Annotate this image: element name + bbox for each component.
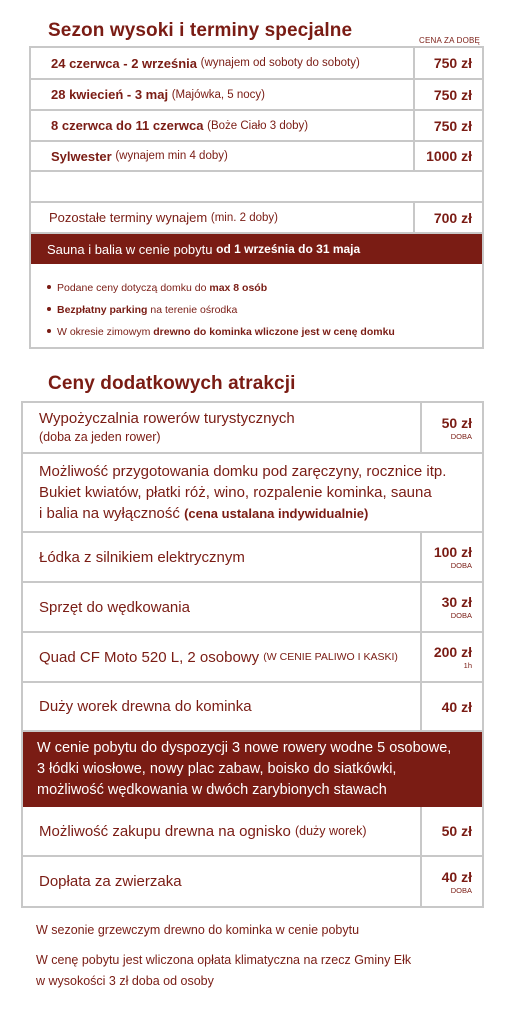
price-unit: DOBA [450, 561, 472, 570]
price-value: 50 zł [441, 414, 472, 431]
list-item [47, 304, 395, 316]
item-label: Quad CF Moto 520 L, 2 osobowy [39, 648, 260, 666]
table-row [23, 683, 482, 732]
row-label [23, 633, 398, 681]
row-label [23, 403, 295, 452]
attractions-table [21, 401, 484, 908]
table-row [23, 633, 482, 683]
row-label [23, 683, 252, 730]
row-price [420, 857, 482, 906]
banner-text: możliwość wędkowania w dwóch zarybionych stawach [37, 782, 387, 798]
bullet-bold: drewno do kominka wliczone jest w cenę domku [153, 326, 395, 338]
table-row [23, 454, 482, 533]
table-row [31, 203, 482, 234]
row-price [420, 633, 482, 681]
row-dates: Sylwester [51, 148, 112, 164]
item-note: (duży worek) [294, 824, 367, 838]
row-label [23, 454, 446, 531]
table-row [31, 142, 482, 172]
item-label: Wypożyczalnia rowerów turystycznych [39, 409, 295, 427]
table-row [31, 80, 482, 111]
price-unit: DOBA [450, 611, 472, 620]
row-label [31, 111, 308, 140]
bullet-icon [47, 285, 51, 289]
row-note: (wynajem od soboty do soboty) [200, 57, 360, 69]
bullet-text: Podane ceny dotyczą domku do [57, 282, 207, 294]
row-label [23, 583, 190, 631]
table-row [23, 807, 482, 857]
row-note: (min. 2 doby) [210, 211, 278, 224]
section2-title: Ceny dodatkowych atrakcji [48, 373, 296, 394]
item-note: (W CENIE PALIWO I KASKI) [263, 651, 398, 663]
banner-text: 3 łódki wiosłowe, nowy plac zabaw, boisko do siatkówki, [37, 761, 397, 777]
footer-note-tax [36, 950, 411, 992]
row-price [420, 683, 482, 730]
row-label [23, 533, 245, 581]
row-price: 700 zł [413, 203, 482, 232]
list-item [47, 326, 395, 338]
included-banner [23, 732, 482, 807]
row-price: 750 zł [413, 111, 482, 140]
price-value: 40 zł [441, 868, 472, 885]
item-label: Możliwość przygotowania domku pod zaręczyny, rocznice itp. [39, 463, 447, 480]
row-price [420, 583, 482, 631]
table-row [23, 533, 482, 583]
price-value: 40 zł [441, 698, 472, 715]
row-price: 1000 zł [413, 142, 482, 170]
empty-row [31, 172, 482, 203]
item-note: (doba za jeden rower) [39, 429, 161, 444]
item-label: Dopłata za zwierzaka [39, 873, 182, 890]
item-label: Możliwość zakupu drewna na ognisko [39, 822, 291, 840]
row-note: (wynajem min 4 doby) [115, 150, 228, 162]
item-label: Sprzęt do wędkowania [39, 598, 190, 616]
banner-bold: od 1 września do 31 maja [216, 242, 361, 256]
row-note: (Majówka, 5 nocy) [171, 88, 266, 101]
table-row [31, 48, 482, 80]
item-label: i balia na wyłączność [39, 505, 180, 522]
table-row [31, 111, 482, 142]
notes-list [47, 282, 395, 348]
item-note: (cena ustalana indywidualnie) [184, 506, 369, 521]
bullet-text: na terenie ośrodka [150, 304, 238, 316]
row-label [31, 203, 278, 232]
row-label [23, 857, 182, 906]
row-price [420, 807, 482, 855]
list-item [47, 282, 395, 294]
row-price [420, 533, 482, 581]
footer-text: w wysokości 3 zł doba od osoby [36, 974, 214, 988]
price-value: 30 zł [441, 594, 472, 610]
footer-text: W cenę pobytu jest wliczona opłata klimatyczna na rzecz Gminy Ełk [36, 953, 412, 967]
row-dates: 8 czerwca do 11 czerwca [51, 118, 204, 133]
row-price: 750 zł [413, 48, 482, 78]
bullet-text: W okresie zimowym [57, 326, 151, 338]
row-price: 750 zł [413, 80, 482, 109]
bullet-icon [47, 307, 51, 311]
row-dates: Pozostałe terminy wynajem [49, 210, 208, 225]
price-column-header: CENA ZA DOBĘ [419, 36, 481, 45]
row-dates: 24 czerwca - 2 września [51, 55, 197, 71]
bullet-bold: max 8 osób [209, 282, 268, 294]
price-unit: DOBA [450, 885, 472, 895]
price-value: 100 zł [433, 544, 472, 560]
row-price [420, 403, 482, 452]
row-label [31, 142, 228, 170]
table-row [23, 857, 482, 906]
price-unit: 1h [463, 661, 472, 670]
row-label [31, 48, 360, 78]
table-row [23, 403, 482, 454]
table-row [23, 583, 482, 633]
row-note: (Boże Ciało 3 doby) [207, 119, 309, 132]
item-label: Duży worek drewna do kominka [39, 698, 252, 715]
price-value: 50 zł [441, 823, 472, 839]
sauna-banner [31, 234, 482, 264]
item-label: Bukiet kwiatów, płatki róż, wino, rozpalenie kominka, sauna [39, 484, 432, 501]
section1-title: Sezon wysoki i terminy specjalne [48, 20, 353, 41]
row-dates: 28 kwiecień - 3 maj [51, 87, 169, 102]
row-label [23, 807, 367, 855]
bullet-icon [47, 329, 51, 333]
item-label: Łódka z silnikiem elektrycznym [39, 548, 245, 566]
price-unit: DOBA [450, 431, 472, 441]
banner-text: W cenie pobytu do dyspozycji 3 nowe rowery wodne 5 osobowe, [37, 740, 452, 756]
footer-note-heating: W sezonie grzewczym drewno do kominka w cenie pobytu [36, 923, 360, 937]
season-price-table [29, 46, 484, 349]
price-value: 200 zł [433, 644, 472, 660]
bullet-bold: Bezpłatny parking [57, 304, 148, 316]
banner-text: Sauna i balia w cenie pobytu [47, 241, 213, 257]
row-label [31, 80, 265, 109]
